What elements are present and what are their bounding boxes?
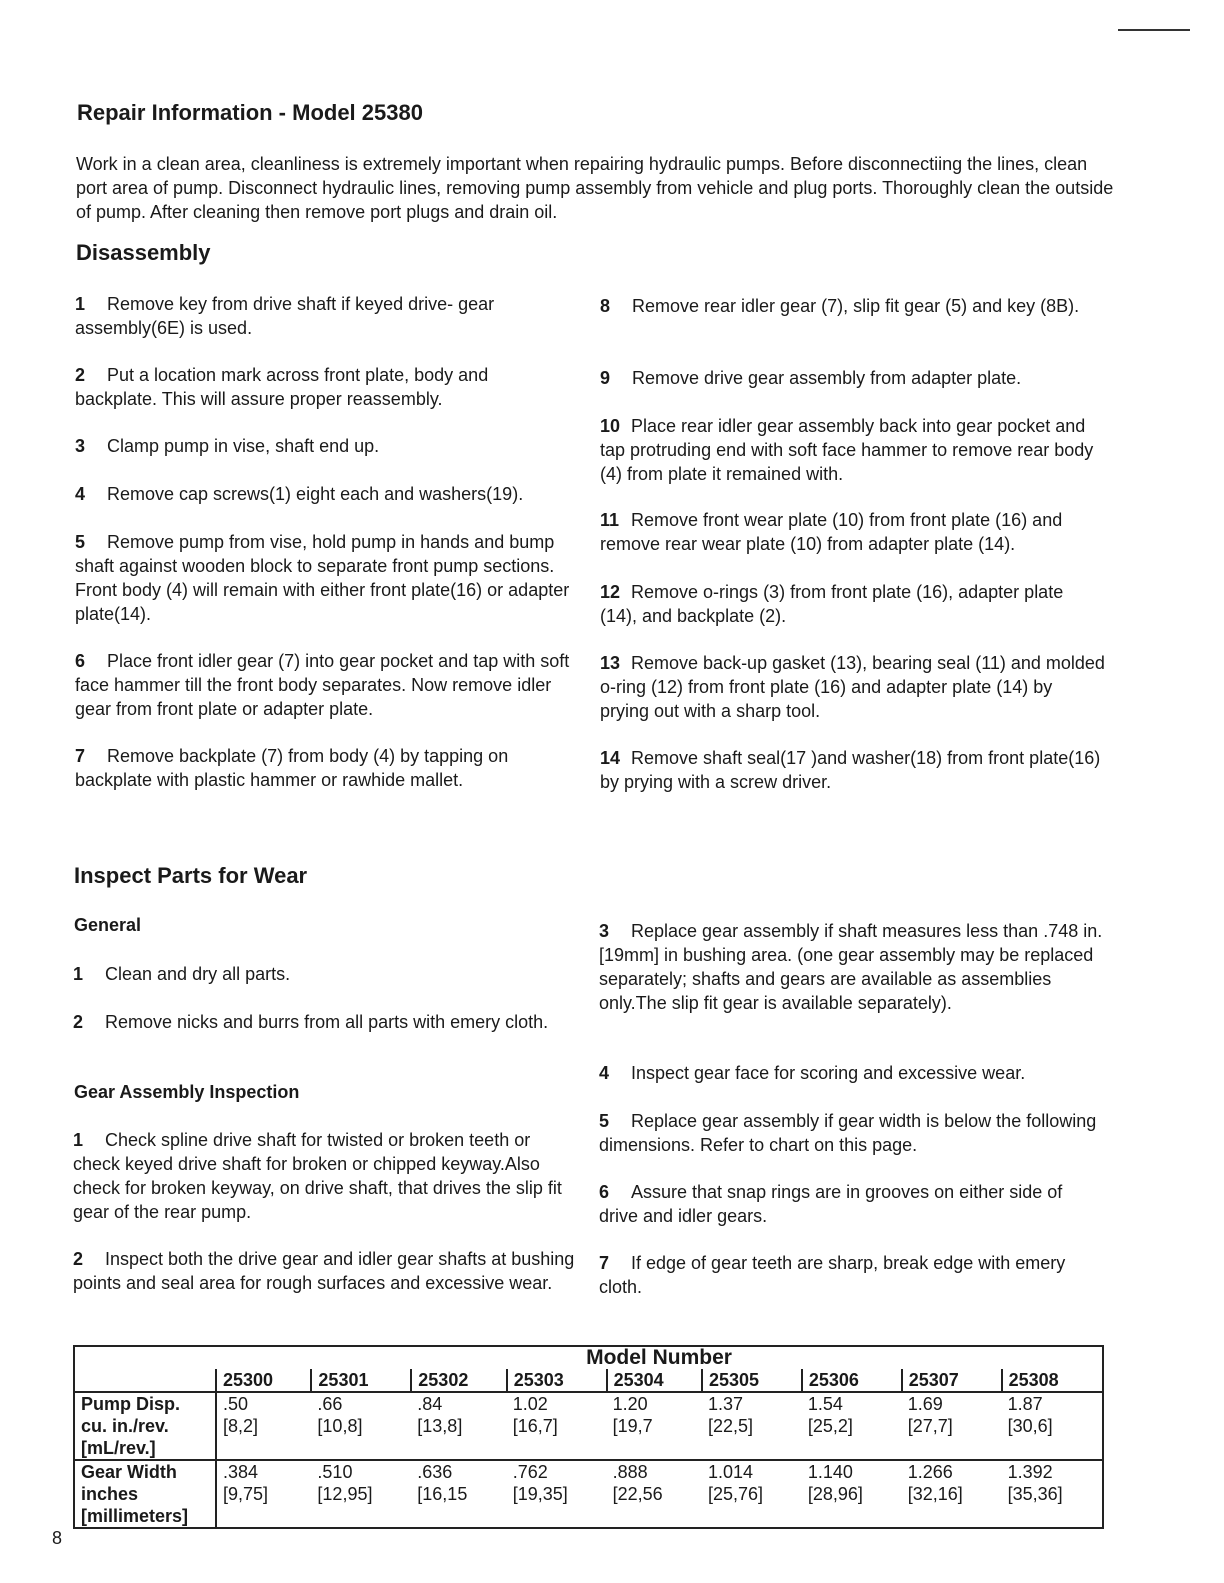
table-row [74, 1392, 1103, 1460]
step-number: 1 [75, 294, 86, 314]
row-label-line: [millimeters] [81, 1506, 189, 1526]
gear-step-6 [599, 1180, 1104, 1228]
step-text: Remove cap screws(1) eight each and washers(19). [107, 484, 524, 504]
step-text: Remove drive gear assembly from adapter plate. [632, 368, 1022, 388]
general-heading: General [74, 915, 142, 935]
step-text: Remove rear idler gear (7), slip fit gear (5) and key (8B). [632, 296, 1080, 316]
step-3 [75, 434, 575, 458]
step-text: Place rear idler gear assembly back into gear pocket and tap protruding end with soft face hammer to remove rear body (4) from plate it remained with. [600, 416, 1094, 484]
row-label-line: cu. in./rev. [81, 1416, 169, 1436]
step-number: 4 [75, 484, 86, 504]
step-2 [75, 363, 575, 411]
step-number: 1 [73, 1130, 84, 1150]
row-label [74, 1460, 216, 1528]
table-cell: 1.69 [27,7] [907, 1394, 953, 1436]
top-rule [1118, 29, 1190, 31]
step-number: 1 [73, 964, 84, 984]
gear-step-7 [599, 1251, 1104, 1299]
table-corner-lower [74, 1369, 216, 1392]
gear-step-2 [73, 1247, 578, 1295]
step-10 [600, 414, 1105, 486]
model-col-header: 25308 [1002, 1369, 1103, 1392]
step-text: Clamp pump in vise, shaft end up. [107, 436, 380, 456]
step-number: 2 [73, 1012, 84, 1032]
table-cell: 1.02 [16,7] [512, 1394, 558, 1436]
step-text: Remove pump from vise, hold pump in hands and bump shaft against wooden block to separate front pump sections. Front body (4) will remain with either front plate(16) or adapter plate(14). [75, 532, 570, 624]
step-13 [600, 651, 1105, 723]
table-corner [74, 1346, 216, 1369]
step-number: 7 [599, 1253, 610, 1273]
step-text: Remove nicks and burrs from all parts with emery cloth. [105, 1012, 549, 1032]
table-cell: 1.266 [32,16] [902, 1460, 1002, 1528]
step-number: 6 [599, 1182, 610, 1202]
step-number: 4 [599, 1063, 610, 1083]
table-cell: .384 [9,75] [216, 1460, 311, 1528]
step-6 [75, 649, 575, 721]
step-text: Clean and dry all parts. [105, 964, 291, 984]
row-label-line: inches [81, 1484, 139, 1504]
gear-step-4 [599, 1061, 1104, 1085]
model-col-header: 25305 [702, 1369, 802, 1392]
table-cell: 1.54 [25,2] [807, 1394, 853, 1436]
general-step-1 [73, 962, 578, 986]
step-8 [600, 294, 1105, 318]
table-cell: .510 [12,95] [311, 1460, 411, 1528]
step-number: 11 [600, 510, 620, 530]
step-text: Remove key from drive shaft if keyed drive- gear assembly(6E) is used. [75, 294, 495, 338]
table-title-row [74, 1346, 1103, 1369]
step-number: 3 [599, 921, 610, 941]
model-col-header: 25304 [607, 1369, 702, 1392]
model-col-header: 25300 [216, 1369, 311, 1392]
step-text: Remove o-rings (3) from front plate (16), adapter plate (14), and backplate (2). [600, 582, 1064, 626]
step-number: 5 [75, 532, 86, 552]
gear-step-3 [599, 919, 1104, 1015]
step-text: Put a location mark across front plate, body and backplate. This will assure proper reassembly. [75, 365, 489, 409]
table-row [74, 1460, 1103, 1528]
general-step-2 [73, 1010, 578, 1034]
model-col-header: 25302 [411, 1369, 506, 1392]
step-text: Remove front wear plate (10) from front plate (16) and remove rear wear plate (10) from adapter plate (14). [600, 510, 1063, 554]
gear-step-1 [73, 1128, 578, 1224]
table-cell: 1.392 [35,36] [1002, 1460, 1103, 1528]
step-7 [75, 744, 575, 792]
intro-paragraph: Work in a clean area, cleanliness is extremely important when repairing hydraulic pumps. Before disconnectiing the lines, clean port area of pump. Disconnect hydraulic lines, removing pump assembly from vehicle and plug ports. Thoroughly clean the outside of pump. After cleaning then remove port plugs and drain oil. [76, 154, 1114, 222]
step-5 [75, 530, 575, 626]
step-text: Assure that snap rings are in grooves on either side of drive and idler gears. [599, 1182, 1063, 1226]
table-cell: 1.37 [22,5] [707, 1394, 754, 1436]
model-spec-table [73, 1345, 1104, 1529]
step-text: Check spline drive shaft for twisted or broken teeth or check keyed drive shaft for broken or chipped keyway.Also check for broken keyway, on drive shaft, that drives the slip fit gear of the rear pump. [73, 1130, 562, 1222]
table-cell: .888 [22,56 [607, 1460, 702, 1528]
model-col-header: 25307 [902, 1369, 1002, 1392]
model-col-header: 25306 [802, 1369, 902, 1392]
step-number: 10 [600, 416, 621, 436]
disassembly-heading: Disassembly [76, 240, 211, 265]
step-number: 5 [599, 1111, 610, 1131]
table-cell: .762 [19,35] [507, 1460, 607, 1528]
table-cell: .636 [16,15 [411, 1460, 506, 1528]
step-text: Replace gear assembly if gear width is below the following dimensions. Refer to chart on this page. [599, 1111, 1097, 1155]
step-text: Place front idler gear (7) into gear pocket and tap with soft face hammer till the front body separates. Now remove idler gear from front plate or adapter plate. [75, 651, 570, 719]
row-label-line: [mL/rev.] [81, 1438, 156, 1458]
step-text: Remove shaft seal(17 )and washer(18) from front plate(16) by prying with a screw driver. [600, 748, 1101, 792]
step-text: If edge of gear teeth are sharp, break edge with emery cloth. [599, 1253, 1066, 1297]
gear-step-5 [599, 1109, 1104, 1157]
step-number: 9 [600, 368, 611, 388]
step-number: 6 [75, 651, 86, 671]
table-cell: .84 [13,8] [417, 1394, 463, 1436]
step-number: 2 [73, 1249, 84, 1269]
step-text: Inspect both the drive gear and idler gear shafts at bushing points and seal area for rough surfaces and excessive wear. [73, 1249, 575, 1293]
page-number: 8 [52, 1528, 63, 1548]
step-number: 3 [75, 436, 86, 456]
row-label-line: Gear Width [81, 1462, 177, 1482]
step-number: 13 [600, 653, 621, 673]
page-title: Repair Information - Model 25380 [77, 100, 423, 125]
step-1 [75, 292, 575, 340]
step-number: 12 [600, 582, 621, 602]
step-number: 8 [600, 296, 611, 316]
step-4 [75, 482, 575, 506]
inspect-heading: Inspect Parts for Wear [74, 863, 308, 888]
step-number: 7 [75, 746, 86, 766]
table-cell: 1.20 [19,7 [612, 1394, 653, 1436]
model-col-header: 25303 [507, 1369, 607, 1392]
step-number: 14 [600, 748, 621, 768]
table-cell: .50 [8,2] [223, 1394, 259, 1436]
row-label [74, 1392, 216, 1460]
model-number-header: Model Number [586, 1346, 732, 1369]
model-col-header: 25301 [311, 1369, 411, 1392]
step-number: 2 [75, 365, 86, 385]
gear-assembly-heading: Gear Assembly Inspection [74, 1082, 300, 1102]
step-9 [600, 366, 1105, 390]
step-text: Remove backplate (7) from body (4) by tapping on backplate with plastic hammer or rawhide mallet. [75, 746, 509, 790]
step-11 [600, 508, 1105, 556]
table-cell: 1.87 [30,6] [1007, 1394, 1053, 1436]
table-cell: 1.014 [25,76] [702, 1460, 802, 1528]
table-cell: 1.140 [28,96] [802, 1460, 902, 1528]
step-text: Remove back-up gasket (13), bearing seal (11) and molded o-ring (12) from front plate (16) and adapter plate (14) by prying out with a sharp tool. [600, 653, 1105, 721]
model-header-row [74, 1369, 1103, 1392]
step-text: Replace gear assembly if shaft measures less than .748 in. [19mm] in bushing area. (one gear assembly may be replaced separately; shafts and gears are available as assemblies only.The slip fit gear is available separately). [599, 921, 1103, 1013]
step-12 [600, 580, 1105, 628]
table-cell: .66 [10,8] [317, 1394, 363, 1436]
row-label-line: Pump Disp. [81, 1394, 181, 1414]
step-text: Inspect gear face for scoring and excessive wear. [631, 1063, 1026, 1083]
step-14 [600, 746, 1105, 794]
